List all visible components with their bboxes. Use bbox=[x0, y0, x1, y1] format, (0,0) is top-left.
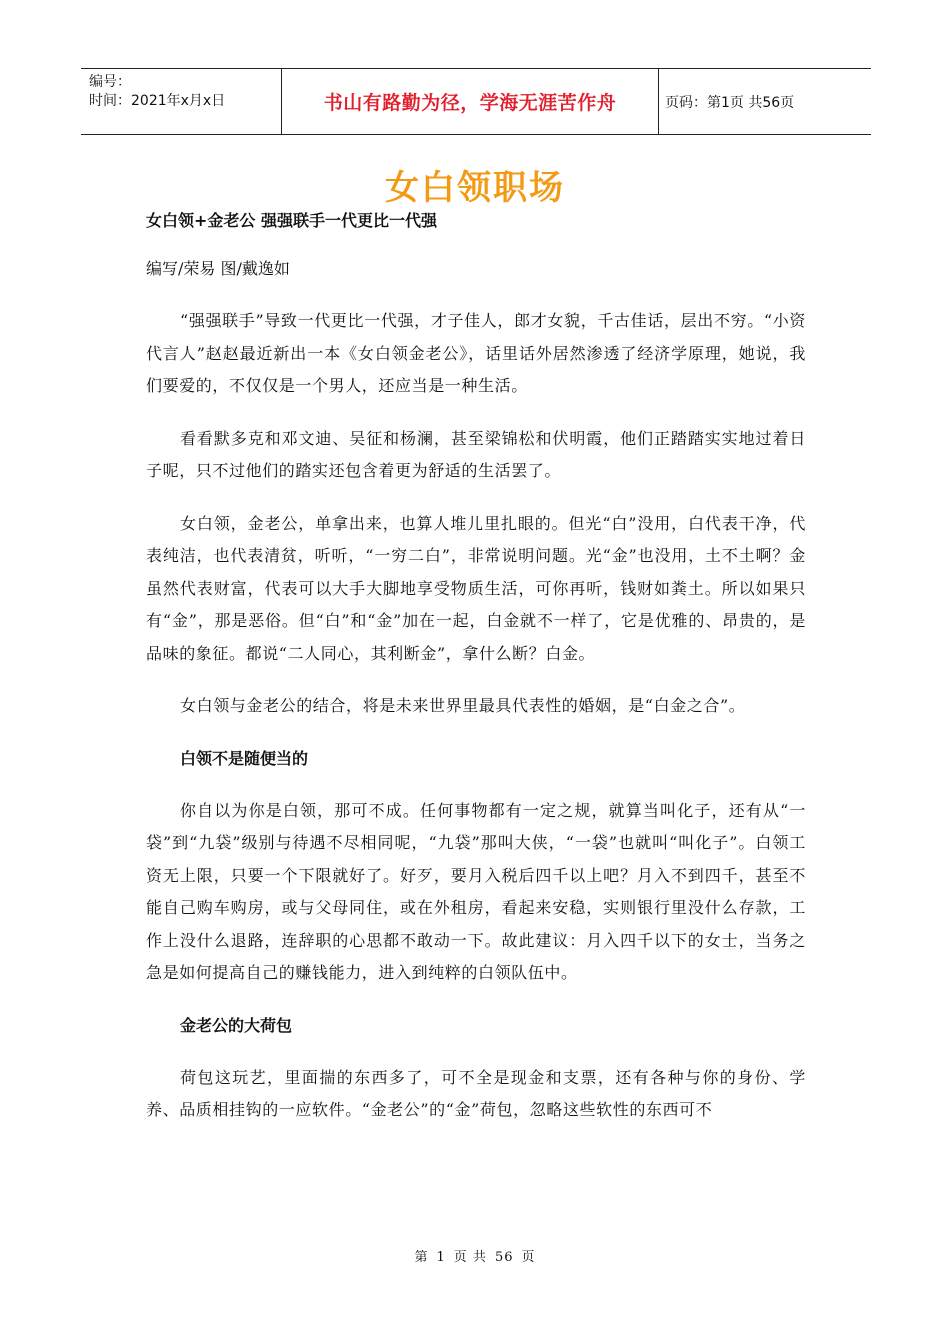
footer-page-total: 56 bbox=[494, 1250, 514, 1265]
section-heading: 白领不是随便当的 bbox=[180, 748, 309, 768]
page-footer bbox=[0, 1246, 950, 1265]
paragraph: 你自以为你是白领，那可不成。任何事物都有一定之规，就算当叫化子，还有从“一袋”到“九袋”级别与待遇不尽相同呢，“九袋”那叫大侠，“一袋”也就叫“叫化子”。白领工资无上限，只要一个下限就好了。好歹，要月入税后四千以上吧？月入不到四千，甚至不能自己购车购房，或与父母同住，或在外租房，看起来安稳，实则银行里没什么存款，工作上没什么退路，连辞职的心思都不敢动一下。故此建议：月入四千以下的女士，当务之急是如何提高自己的赚钱能力，进入到纯粹的白领队伍中。 bbox=[146, 800, 806, 982]
footer-prefix: 第 bbox=[414, 1250, 429, 1265]
section-heading: 金老公的大荷包 bbox=[180, 1015, 293, 1035]
spacer bbox=[146, 670, 806, 690]
paragraph: 荷包这玩艺，里面揣的东西多了，可不全是现金和支票，还有各种与你的身份、学养、品质相挂钩的一应软件。“金老公”的“金”荷包，忽略这些软性的东西可不 bbox=[146, 1067, 806, 1119]
paragraph: 女白领，金老公，单拿出来，也算人堆儿里扎眼的。但光“白”没用，白代表干净，代表纯洁，也代表清贫，听听，“一穷二白”，非常说明问题。光“金”也没用，土不土啊？金虽然代表财富，代表可以大手大脚地享受物质生活，可你再听，钱财如粪土。所以如果只有“金”，那是恶俗。但“白”和“金”加在一起，白金就不一样了，它是优雅的、昂贵的，是品味的象征。都说“二人同心，其利断金”，拿什么断？白金。 bbox=[146, 513, 806, 663]
spacer bbox=[146, 1042, 806, 1062]
footer-page-number: 1 bbox=[436, 1250, 446, 1265]
paragraph: 女白领与金老公的结合，将是未来世界里最具代表性的婚姻，是“白金之合”。 bbox=[180, 696, 746, 715]
page-title: 女白领职场 bbox=[385, 168, 565, 208]
article-byline: 编写/荣易 图/戴逸如 bbox=[146, 259, 290, 278]
spacer bbox=[146, 775, 806, 795]
motto: 书山有路勤为径，学海无涯苦作舟 bbox=[323, 92, 617, 114]
time-label: 时间：2021年x月x日 bbox=[89, 93, 226, 109]
spacer bbox=[146, 403, 806, 423]
spacer bbox=[146, 285, 806, 305]
paragraph: 看看默多克和邓文迪、吴征和杨澜，甚至梁锦松和伏明霞，他们正踏踏实实地过着日子呢，只不过他们的踏实还包含着更为舒适的生活罢了。 bbox=[146, 428, 806, 480]
article-body bbox=[146, 205, 806, 1127]
spacer bbox=[146, 723, 806, 743]
header-table bbox=[81, 68, 871, 135]
header-meta bbox=[81, 69, 281, 134]
footer-mid: 页 共 bbox=[453, 1250, 487, 1265]
spacer bbox=[146, 488, 806, 508]
number-label: 编号： bbox=[89, 74, 131, 90]
header-page-info bbox=[659, 69, 871, 134]
header-motto-cell bbox=[281, 69, 659, 134]
footer-suffix: 页 bbox=[521, 1250, 536, 1265]
page-info: 页码：第1页 共56页 bbox=[665, 94, 795, 111]
spacer bbox=[146, 990, 806, 1010]
article-subtitle: 女白领+金老公 强强联手一代更比一代强 bbox=[146, 211, 437, 230]
paragraph: “强强联手”导致一代更比一代强，才子佳人，郎才女貌，千古佳话，层出不穷。“小资代言人”赵赵最近新出一本《女白领金老公》，话里话外居然渗透了经济学原理，她说，我们要爱的，不仅仅是一个男人，还应当是一种生活。 bbox=[146, 311, 806, 395]
